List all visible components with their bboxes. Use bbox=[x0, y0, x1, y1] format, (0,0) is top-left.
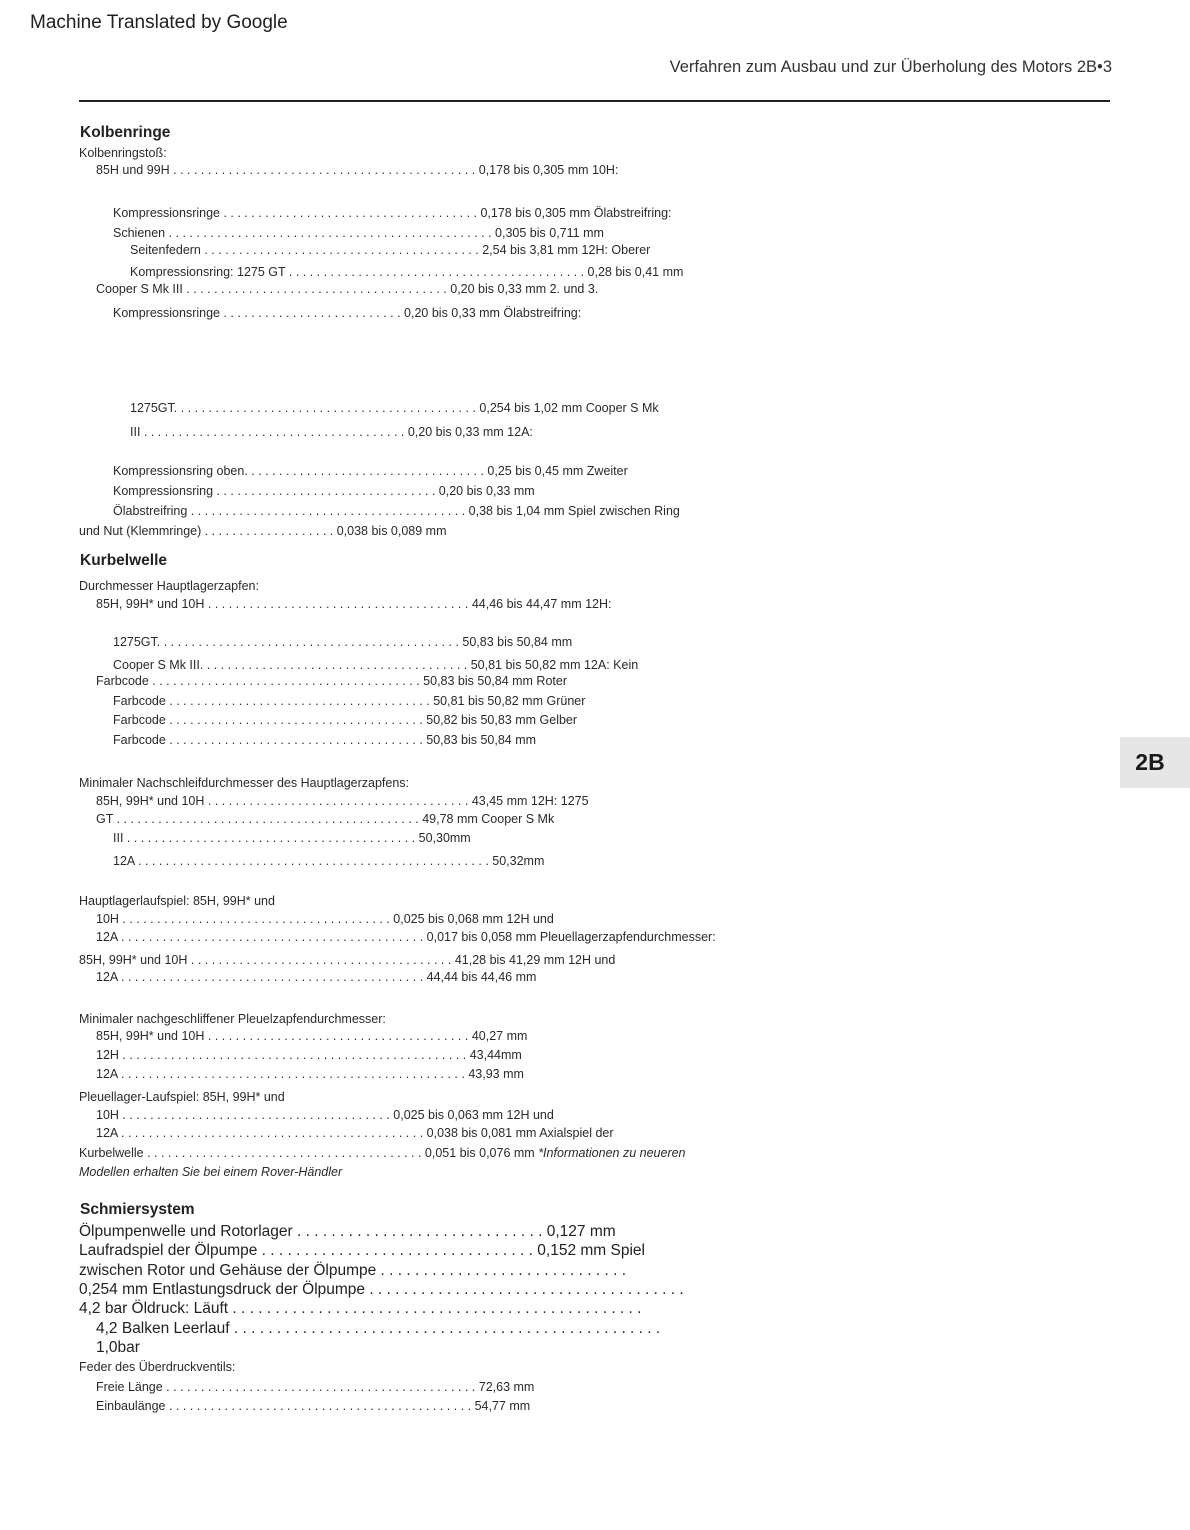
spec-line: 12A . . . . . . . . . . . . . . . . . . . . . . . . . . . . . . . . . . . . . . . . . . . . 0,038 bis 0,081 mm Axialspiel der bbox=[96, 1126, 614, 1140]
spec-line: 12H . . . . . . . . . . . . . . . . . . . . . . . . . . . . . . . . . . . . . . . . . . . . . . . . . . 43,44mm bbox=[96, 1048, 522, 1062]
spec-line: Durchmesser Hauptlagerzapfen: bbox=[79, 579, 259, 593]
section-title-kurbelwelle: Kurbelwelle bbox=[80, 552, 167, 569]
spec-line: Kompressionsring: 1275 GT . . . . . . . . . . . . . . . . . . . . . . . . . . . . . . . . . . . . . . . . . . . 0,28 bis 0,41 mm bbox=[130, 265, 684, 279]
spec-line: 85H und 99H . . . . . . . . . . . . . . . . . . . . . . . . . . . . . . . . . . . . . . . . . . . . 0,178 bis 0,305 mm 10H: bbox=[96, 163, 619, 177]
spec-line: III . . . . . . . . . . . . . . . . . . . . . . . . . . . . . . . . . . . . . . 0,20 bis 0,33 mm 12A: bbox=[130, 425, 533, 439]
spec-line: Kompressionsringe . . . . . . . . . . . . . . . . . . . . . . . . . . . . . . . . . . . . . 0,178 bis 0,305 mm Ölabstreifring: bbox=[113, 206, 672, 220]
spec-line: Einbaulänge . . . . . . . . . . . . . . . . . . . . . . . . . . . . . . . . . . . . . . . . . . . . 54,77 mm bbox=[96, 1399, 531, 1413]
spec-line: Pleuellager-Laufspiel: 85H, 99H* und bbox=[79, 1090, 285, 1104]
spec-line: 0,254 mm Entlastungsdruck der Ölpumpe . . . . . . . . . . . . . . . . . . . . . . . . . . . . . . . . . . . . . bbox=[79, 1281, 684, 1298]
spec-line: 10H . . . . . . . . . . . . . . . . . . . . . . . . . . . . . . . . . . . . . . . 0,025 bis 0,068 mm 12H und bbox=[96, 912, 554, 926]
spec-line: Kolbenringstoß: bbox=[79, 146, 167, 160]
spec-line: 4,2 bar Öldruck: Läuft . . . . . . . . . . . . . . . . . . . . . . . . . . . . . . . . . . . . . . . . . . . . . . . . bbox=[79, 1300, 642, 1317]
footnote-text: *Informationen zu neueren bbox=[538, 1146, 686, 1160]
spec-line: 85H, 99H* und 10H . . . . . . . . . . . . . . . . . . . . . . . . . . . . . . . . . . . . . . 43,45 mm 12H: 1275 bbox=[96, 794, 589, 808]
spec-line: Cooper S Mk III . . . . . . . . . . . . . . . . . . . . . . . . . . . . . . . . . . . . . . 0,20 bis 0,33 mm 2. und 3. bbox=[96, 282, 599, 296]
spec-line: 10H . . . . . . . . . . . . . . . . . . . . . . . . . . . . . . . . . . . . . . . 0,025 bis 0,063 mm 12H und bbox=[96, 1108, 554, 1122]
spec-line: Kompressionsring oben. . . . . . . . . . . . . . . . . . . . . . . . . . . . . . . . . . . 0,25 bis 0,45 mm Zweiter bbox=[113, 464, 628, 478]
spec-line: Kompressionsring . . . . . . . . . . . . . . . . . . . . . . . . . . . . . . . . 0,20 bis 0,33 mm bbox=[113, 484, 535, 498]
spec-line: 85H, 99H* und 10H . . . . . . . . . . . . . . . . . . . . . . . . . . . . . . . . . . . . . . 44,46 bis 44,47 mm 12H: bbox=[96, 597, 612, 611]
spec-line: Seitenfedern . . . . . . . . . . . . . . . . . . . . . . . . . . . . . . . . . . . . . . . . 2,54 bis 3,81 mm 12H: Oberer bbox=[130, 243, 651, 257]
spec-line: zwischen Rotor und Gehäuse der Ölpumpe . . . . . . . . . . . . . . . . . . . . . . . . . . . . . bbox=[79, 1262, 627, 1279]
machine-translation-banner: Machine Translated by Google bbox=[30, 12, 288, 33]
spec-line: Farbcode . . . . . . . . . . . . . . . . . . . . . . . . . . . . . . . . . . . . . 50,83 bis 50,84 mm bbox=[113, 733, 537, 747]
spec-line: Farbcode . . . . . . . . . . . . . . . . . . . . . . . . . . . . . . . . . . . . . . 50,81 bis 50,82 mm Grüner bbox=[113, 694, 586, 708]
spec-line: 12A . . . . . . . . . . . . . . . . . . . . . . . . . . . . . . . . . . . . . . . . . . . . . . . . . . 43,93 mm bbox=[96, 1067, 524, 1081]
spec-line: GT . . . . . . . . . . . . . . . . . . . . . . . . . . . . . . . . . . . . . . . . . . . . 49,78 mm Cooper S Mk bbox=[96, 812, 555, 826]
spec-line: Minimaler Nachschleifdurchmesser des Hauptlagerzapfens: bbox=[79, 776, 410, 790]
spec-line: III . . . . . . . . . . . . . . . . . . . . . . . . . . . . . . . . . . . . . . . . . . 50,30mm bbox=[113, 831, 471, 845]
section-title-schmiersystem: Schmiersystem bbox=[80, 1201, 195, 1218]
spec-line: Freie Länge . . . . . . . . . . . . . . . . . . . . . . . . . . . . . . . . . . . . . . . . . . . . . 72,63 mm bbox=[96, 1380, 535, 1394]
spec-line: und Nut (Klemmringe) . . . . . . . . . . . . . . . . . . . 0,038 bis 0,089 mm bbox=[79, 524, 447, 538]
spec-line-main: Kurbelwelle . . . . . . . . . . . . . . . . . . . . . . . . . . . . . . . . . . . . . . . . 0,051 bis 0,076 mm bbox=[79, 1146, 539, 1160]
spec-line: Hauptlagerlaufspiel: 85H, 99H* und bbox=[79, 894, 275, 908]
spec-line: Ölpumpenwelle und Rotorlager . . . . . . . . . . . . . . . . . . . . . . . . . . . . . 0,127 mm bbox=[79, 1223, 616, 1240]
spec-line: 1275GT. . . . . . . . . . . . . . . . . . . . . . . . . . . . . . . . . . . . . . . . . . . . 50,83 bis 50,84 mm bbox=[113, 635, 573, 649]
spec-line: 85H, 99H* und 10H . . . . . . . . . . . . . . . . . . . . . . . . . . . . . . . . . . . . . . 40,27 mm bbox=[96, 1029, 528, 1043]
header-rule bbox=[79, 100, 1110, 102]
spec-line: Feder des Überdruckventils: bbox=[79, 1360, 236, 1374]
spec-line: 12A . . . . . . . . . . . . . . . . . . . . . . . . . . . . . . . . . . . . . . . . . . . . 44,44 bis 44,46 mm bbox=[96, 970, 537, 984]
spec-line: Kompressionsringe . . . . . . . . . . . . . . . . . . . . . . . . . . 0,20 bis 0,33 mm Ölabstreifring: bbox=[113, 306, 582, 320]
spec-line: 1275GT. . . . . . . . . . . . . . . . . . . . . . . . . . . . . . . . . . . . . . . . . . . . 0,254 bis 1,02 mm Cooper S Mk bbox=[130, 401, 659, 415]
section-title-kolbenringe: Kolbenringe bbox=[80, 124, 171, 141]
page-header: Verfahren zum Ausbau und zur Überholung des Motors 2B•3 bbox=[669, 58, 1112, 76]
spec-line: 1,0bar bbox=[96, 1339, 140, 1356]
spec-line: 12A . . . . . . . . . . . . . . . . . . . . . . . . . . . . . . . . . . . . . . . . . . . . 0,017 bis 0,058 mm Pleuellagerzapfendurchmesser: bbox=[96, 930, 716, 944]
spec-line: 4,2 Balken Leerlauf . . . . . . . . . . . . . . . . . . . . . . . . . . . . . . . . . . . . . . . . . . . . . . . . . . bbox=[96, 1320, 661, 1337]
spec-line: Farbcode . . . . . . . . . . . . . . . . . . . . . . . . . . . . . . . . . . . . . 50,82 bis 50,83 mm Gelber bbox=[113, 713, 578, 727]
spec-line: Laufradspiel der Ölpumpe . . . . . . . . . . . . . . . . . . . . . . . . . . . . . . . . 0,152 mm Spiel bbox=[79, 1242, 645, 1259]
spec-line: Ölabstreifring . . . . . . . . . . . . . . . . . . . . . . . . . . . . . . . . . . . . . . . . 0,38 bis 1,04 mm Spiel zwischen Ring bbox=[113, 504, 680, 518]
spec-line: Schienen . . . . . . . . . . . . . . . . . . . . . . . . . . . . . . . . . . . . . . . . . . . . . . . 0,305 bis 0,711 mm bbox=[113, 226, 604, 240]
spec-line: 85H, 99H* und 10H . . . . . . . . . . . . . . . . . . . . . . . . . . . . . . . . . . . . . . 41,28 bis 41,29 mm 12H und bbox=[79, 953, 616, 967]
spec-line: Cooper S Mk III. . . . . . . . . . . . . . . . . . . . . . . . . . . . . . . . . . . . . . . 50,81 bis 50,82 mm 12A: Kein bbox=[113, 658, 639, 672]
spec-line: Minimaler nachgeschliffener Pleuelzapfendurchmesser: bbox=[79, 1012, 386, 1026]
spec-line: 12A . . . . . . . . . . . . . . . . . . . . . . . . . . . . . . . . . . . . . . . . . . . . . . . . . . . 50,32mm bbox=[113, 854, 545, 868]
spec-line: Farbcode . . . . . . . . . . . . . . . . . . . . . . . . . . . . . . . . . . . . . . . 50,83 bis 50,84 mm Roter bbox=[96, 674, 567, 688]
spec-line bbox=[79, 1146, 686, 1160]
footnote-text: Modellen erhalten Sie bei einem Rover-Händler bbox=[79, 1165, 343, 1179]
chapter-tab-label: 2B bbox=[1135, 749, 1165, 775]
chapter-tab bbox=[1120, 737, 1190, 788]
